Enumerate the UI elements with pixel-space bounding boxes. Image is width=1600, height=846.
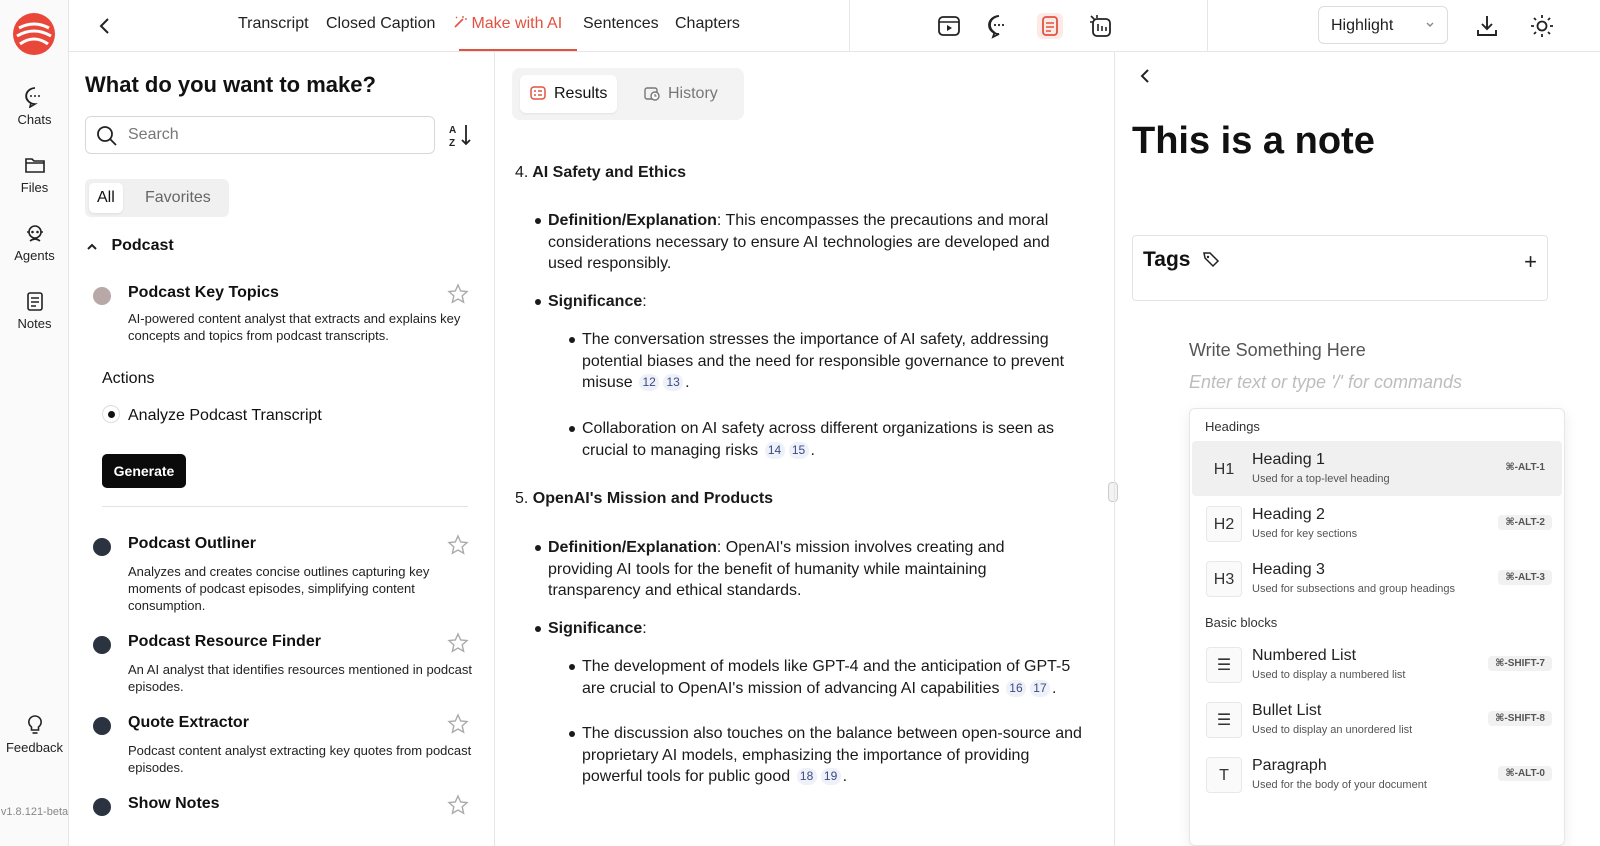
heading-2-icon: H2 [1206,506,1242,542]
tab-make-with-ai[interactable] [453,15,562,33]
tab-history-label: History [668,85,718,102]
highlight-select[interactable] [1318,6,1448,44]
results-list-icon [530,85,546,101]
svg-text:A: A [449,125,457,136]
citation-badge[interactable]: 19 [821,768,841,785]
generate-button[interactable]: Generate [102,454,186,488]
star-icon[interactable] [447,534,469,556]
section-heading [515,488,773,510]
menu-item-shortcut: ⌘-ALT-3 [1498,570,1552,585]
nav-agents[interactable] [0,222,69,263]
menu-item-subtitle: Used to display an unordered list [1252,724,1413,736]
top-bar [69,0,1600,52]
tool-name: Show Notes [128,795,220,812]
section-title: AI Safety and Ethics [532,164,687,181]
filter-segment [85,179,229,217]
menu-item-heading-1[interactable] [1192,441,1562,496]
nav-chats[interactable] [0,86,69,127]
menu-item-heading-2[interactable] [1192,496,1562,551]
note-active-icon[interactable] [1037,13,1063,39]
tab-sentences[interactable]: Sentences [583,15,659,32]
tool-description: An AI analyst that identifies resources mentioned in podcast episodes. [128,662,472,694]
nav-notes[interactable] [0,290,69,331]
star-icon[interactable] [447,632,469,654]
filter-favorites[interactable]: Favorites [145,189,211,206]
menu-item-title: Heading 2 [1252,506,1325,523]
search-icon [96,125,118,147]
divider [1207,0,1208,52]
bullet-list-icon: ☰ [1206,702,1242,738]
menu-section-basic-blocks: Basic blocks [1205,615,1278,630]
tool-avatar [93,538,111,556]
tool-description: Analyzes and creates concise outlines capturing key moments of podcast episodes, simplifying content consumption. [128,564,430,613]
search-box [85,116,435,154]
tap-gesture-icon[interactable] [1088,13,1114,39]
make-panel [69,52,495,846]
nav-chats-label: Chats [17,112,52,127]
menu-item-shortcut: ⌘-SHIFT-8 [1488,711,1552,726]
citation-badge[interactable]: 13 [663,374,683,391]
citation-badge[interactable]: 15 [789,442,809,459]
section-podcast[interactable] [87,237,174,255]
nav-notes-label: Notes [17,316,52,331]
menu-item-shortcut: ⌘-ALT-2 [1498,515,1552,530]
list-item [548,537,1073,602]
tags-box [1132,235,1548,301]
star-icon[interactable] [447,794,469,816]
menu-item-numbered-list[interactable] [1192,637,1562,692]
menu-item-title: Numbered List [1252,647,1357,664]
citation-badge[interactable]: 17 [1030,680,1050,697]
list-item: Collaboration on AI safety across different organizations is seen as crucial to managing risks 14 15 . [582,418,1082,461]
editor-heading[interactable]: Write Something Here [1189,340,1366,360]
tool-description: Podcast content analyst extracting key quotes from podcast episodes. [128,743,472,775]
menu-item-title: Paragraph [1252,757,1327,774]
list-item: The conversation stresses the importance of AI safety, addressing potential biases and the need for responsible governance to prevent misuse 12 13 . [582,329,1082,394]
star-icon[interactable] [447,713,469,735]
tag-icon [1202,250,1220,268]
list-item: The development of models like GPT-4 and the anticipation of GPT-5 are crucial to OpenAI's mission of advancing AI capabilities 16 17 . [582,656,1082,699]
nav-files-label: Files [20,180,49,195]
menu-item-subtitle: Used for a top-level heading [1252,473,1390,485]
tool-name: Podcast Outliner [128,535,257,552]
version-label: v1.8.121-beta [0,806,69,818]
search-input[interactable] [128,125,418,145]
tool-avatar [93,717,111,735]
app-logo-icon[interactable] [12,12,56,56]
video-player-icon[interactable] [936,13,962,39]
folder-icon [24,154,46,176]
menu-item-paragraph[interactable] [1192,747,1562,802]
numbered-list-icon: ☰ [1206,647,1242,683]
history-icon [644,85,660,101]
menu-item-title: Heading 3 [1252,561,1325,578]
citation-badge[interactable]: 14 [765,442,785,459]
sort-az-icon[interactable] [447,122,473,148]
tool-description: AI-powered content analyst that extracts and explains key concepts and topics from podcast transcripts. [128,311,461,343]
nav-agents-label: Agents [14,248,55,263]
section-number: 5. [515,490,529,507]
menu-item-title: Bullet List [1252,702,1322,719]
active-tab-indicator [459,49,577,51]
agent-icon [24,222,46,244]
nav-feedback-label: Feedback [5,740,64,755]
heading-1-icon: H1 [1213,461,1235,478]
action-analyze-option[interactable] [102,405,322,425]
comment-icon[interactable] [986,13,1012,39]
tool-name: Quote Extractor [128,714,249,731]
divider [849,0,850,52]
citation-badge[interactable]: 16 [1006,680,1026,697]
nav-files[interactable] [0,154,69,195]
heading-3-icon: H3 [1206,561,1242,597]
significance-label: Significance [548,620,643,637]
editor-input[interactable] [1189,372,1509,393]
section-title: OpenAI's Mission and Products [532,490,774,507]
filter-all[interactable]: All [89,183,123,213]
point-text: The discussion also touches on the balance between open-source and proprietary AI models, emphasizing the importance of providing powerful tools for public good [582,725,1082,785]
notes-icon [24,290,46,312]
tool-avatar [93,636,111,654]
menu-item-shortcut: ⌘-ALT-0 [1498,766,1552,781]
section-podcast-label: Podcast [111,237,174,254]
tab-history[interactable] [634,75,728,113]
definition-label: Definition/Explanation [548,539,717,556]
download-icon[interactable] [1474,13,1500,39]
theme-sun-icon[interactable] [1529,13,1555,39]
point-text: The conversation stresses the importance of AI safety, addressing potential biases and the need for responsible governance to prevent misuse [582,331,1065,391]
star-icon[interactable] [447,283,469,305]
svg-text:Z: Z [449,138,456,148]
radio-selected[interactable] [102,405,120,423]
tab-closed-caption[interactable]: Closed Caption [326,15,436,32]
significance-label: Significance [548,293,643,310]
tool-name: Podcast Resource Finder [128,633,321,650]
tab-transcript[interactable]: Transcript [238,15,309,32]
tab-results-label: Results [554,85,608,102]
list-item: Significance: [548,291,647,313]
magic-wand-icon [453,15,467,29]
actions-label: Actions [102,370,155,387]
definition-text: : OpenAI's mission involves creating and providing AI tools for the benefit of humanity while maintaining transparency and ethical standards. [548,539,1005,599]
divider [102,506,468,507]
results-tabs [512,68,744,120]
citation-badge[interactable]: 12 [639,374,659,391]
note-title[interactable]: This is a note [1132,120,1375,162]
tool-name: Podcast Key Topics [128,284,279,301]
paragraph-icon: T [1206,757,1242,793]
menu-item-subtitle: Used to display a numbered list [1252,669,1406,681]
point-text: Collaboration on AI safety across different organizations is seen as crucial to managing risks [582,420,1054,459]
list-item: The discussion also touches on the balance between open-source and proprietary AI models, emphasizing the importance of providing powerful tools for public good 18 19 . [582,723,1082,788]
lightbulb-icon [24,714,46,736]
menu-section-headings: Headings [1205,419,1260,434]
chevron-up-icon [87,242,97,252]
nav-rail [0,0,69,846]
menu-item-shortcut: ⌘-ALT-1 [1505,462,1545,473]
slash-command-menu [1189,408,1565,846]
back-arrow-icon[interactable] [93,14,117,38]
menu-item-title: Heading 1 [1252,451,1325,468]
list-item: Significance: [548,618,647,640]
tab-results[interactable] [520,75,617,113]
menu-item-bullet-list[interactable] [1192,692,1562,747]
tags-label [1143,248,1220,272]
definition-label: Definition/Explanation [548,212,717,229]
tags-label-text: Tags [1143,248,1191,271]
chevron-down-icon [1425,20,1435,30]
tab-chapters[interactable]: Chapters [675,15,740,32]
section-heading [515,162,686,184]
tab-make-with-ai-label: Make with AI [471,15,563,32]
tool-avatar [93,287,111,305]
note-panel [1114,52,1600,846]
panel-title: What do you want to make? [85,72,376,97]
tool-avatar [93,798,111,816]
action-option-label: Analyze Podcast Transcript [128,407,322,424]
definition-text: : This encompasses the precautions and moral considerations necessary to ensure AI technologies are developed and used responsibly. [548,212,1050,272]
citation-badge[interactable]: 18 [797,768,817,785]
menu-item-subtitle: Used for key sections [1252,528,1358,540]
point-text: The development of models like GPT-4 and the anticipation of GPT-5 are crucial to OpenAI's mission of advancing AI capabilities [582,658,1071,697]
menu-item-heading-3[interactable] [1192,551,1562,606]
results-panel [495,52,1113,846]
back-arrow-icon[interactable] [1135,66,1155,86]
menu-item-shortcut: ⌘-SHIFT-7 [1488,656,1552,671]
highlight-select-value: Highlight [1331,17,1394,34]
add-tag-button[interactable]: + [1524,249,1537,274]
section-number: 4. [515,164,529,181]
menu-item-subtitle: Used for the body of your document [1252,779,1427,791]
nav-feedback[interactable] [0,714,69,755]
list-item [548,210,1068,275]
menu-item-subtitle: Used for subsections and group headings [1252,583,1456,595]
chat-bubble-icon [24,86,46,108]
